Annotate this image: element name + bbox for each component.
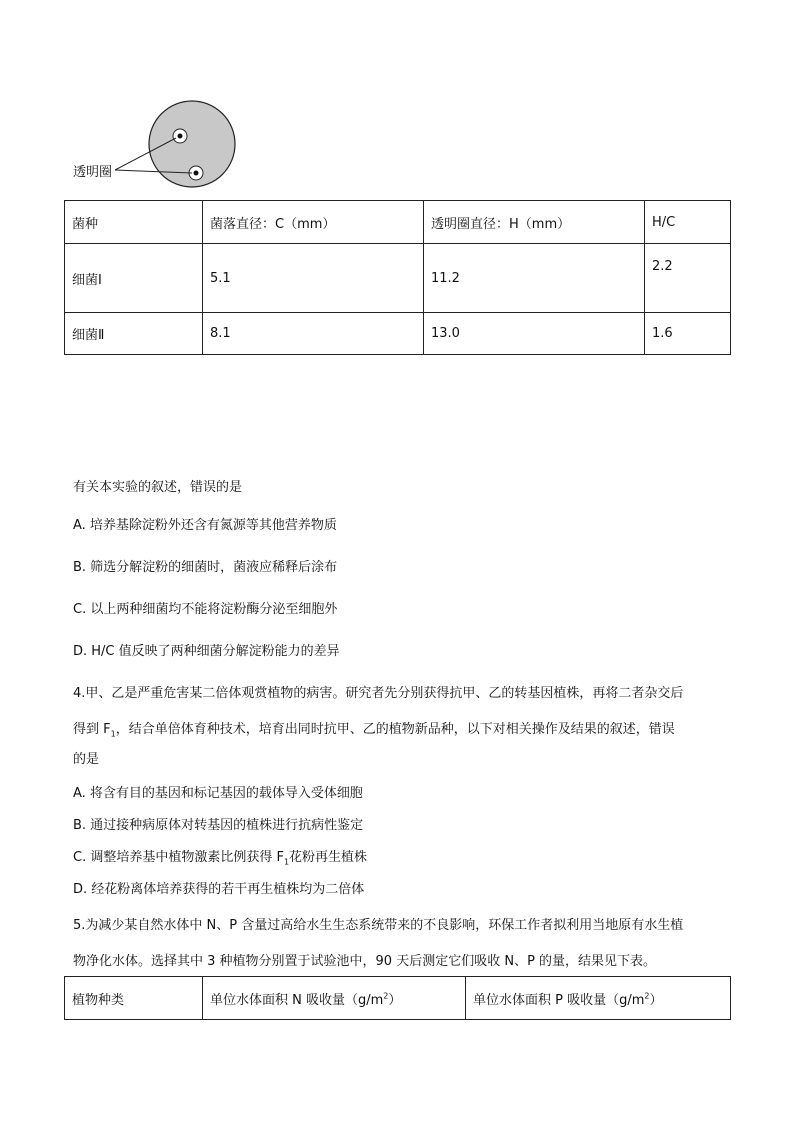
plant-absorption-table (64, 976, 731, 1020)
question-3-stem: 有关本实验的叙述，错误的是 (73, 480, 243, 495)
text-segment: ，结合单倍体育种技术，培育出同时抗甲、乙的植物新品种，以下对相关操作及结果的叙述，错误 (115, 722, 675, 737)
question-4-option-b: B. 通过接种病原体对转基因的植株进行抗病性鉴定 (73, 818, 364, 833)
question-4-stem-line-1: 4.甲、乙是严重危害某二倍体观赏植物的病害。研究者先分别获得抗甲、乙的转基因植株，再将二者杂交后 (73, 686, 684, 701)
text-segment: 花粉再生植株 (289, 850, 368, 865)
superscript: 2 (644, 991, 650, 1001)
question-3-option-c: C. 以上两种细菌均不能将淀粉酶分泌至细胞外 (73, 602, 338, 617)
clear-zone-label: 透明圈 (73, 165, 113, 180)
question-4-stem-line-2 (73, 718, 675, 739)
cell-clear-zone-diameter: 13.0 (424, 313, 645, 355)
header-n-absorption (203, 977, 466, 1020)
question-3-option-b: B. 筛选分解淀粉的细菌时，菌液应稀释后涂布 (73, 560, 338, 575)
cell-strain: 细菌Ⅱ (65, 313, 203, 355)
question-4-option-a: A. 将含有目的基因和标记基因的载体导入受体细胞 (73, 786, 363, 801)
question-3-option-a: A. 培养基除淀粉外还含有氮源等其他营养物质 (73, 518, 337, 533)
table-header-row (65, 977, 731, 1020)
cell-strain: 细菌Ⅰ (65, 244, 203, 313)
text-segment: 得到 F (73, 722, 111, 737)
cell-clear-zone-diameter: 11.2 (424, 244, 645, 313)
header-strain: 菌种 (65, 201, 203, 244)
question-4-option-c (73, 846, 367, 867)
table-header-row (65, 201, 731, 244)
header-colony-diameter: 菌落直径：C（mm） (203, 201, 424, 244)
table-row (65, 313, 731, 355)
cell-colony-diameter: 8.1 (203, 313, 424, 355)
text-segment: C. 调整培养基中植物激素比例获得 F (73, 850, 284, 865)
cell-ratio: 1.6 (645, 313, 731, 355)
label-pointer-lines (115, 130, 205, 180)
table-row (65, 244, 731, 313)
header-ratio: H/C (645, 201, 731, 244)
superscript: 2 (383, 991, 389, 1001)
question-4-stem-line-3: 的是 (73, 752, 100, 767)
text-segment: 单位水体面积 P 吸收量（g/m (473, 992, 645, 1008)
colony-table (64, 200, 731, 355)
question-5-stem-line-1: 5.为减少某自然水体中 N、P 含量过高给水生生态系统带来的不良影响，环保工作者拟利用当地原有水生植 (73, 918, 684, 933)
header-plant-species: 植物种类 (65, 977, 203, 1020)
text-segment: 单位水体面积 N 吸收量（g/m (210, 992, 384, 1008)
cell-ratio: 2.2 (645, 244, 731, 313)
question-5-stem-line-2: 物净化水体。选择其中 3 种植物分别置于试验池中，90 天后测定它们吸收 N、P 的量，结果见下表。 (73, 954, 657, 969)
question-4-option-d: D. 经花粉离体培养获得的若干再生植株均为二倍体 (73, 882, 365, 897)
header-clear-zone-diameter: 透明圈直径：H（mm） (424, 201, 645, 244)
subscript: 1 (110, 729, 116, 739)
question-3-option-d: D. H/C 值反映了两种细菌分解淀粉能力的差异 (73, 644, 340, 659)
cell-colony-diameter: 5.1 (203, 244, 424, 313)
text-segment: ） (649, 992, 663, 1008)
subscript: 1 (283, 857, 290, 867)
text-segment: ） (388, 992, 402, 1008)
header-p-absorption (466, 977, 731, 1020)
